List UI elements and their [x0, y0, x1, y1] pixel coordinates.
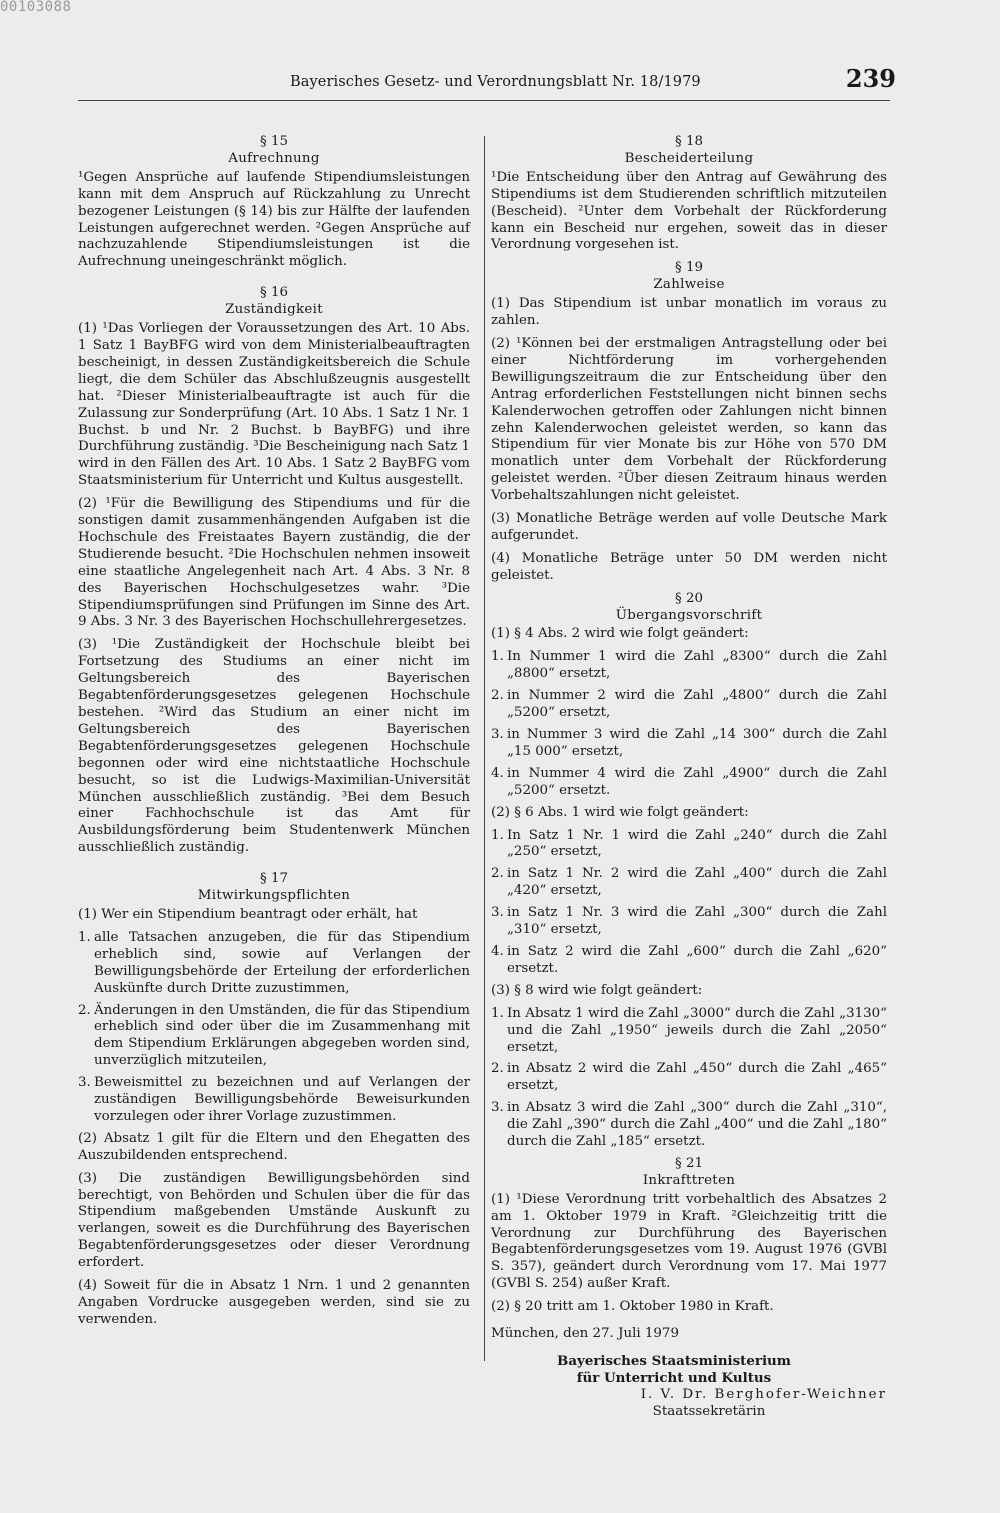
section-number: § 15 [260, 134, 288, 149]
list-item: 1. alle Tatsachen anzugeben, die für das Stipendium erheblich sind, sowie auf Verlangen der Bewilligungsbehörde der Erteilung der erforderlichen Auskünfte durch Dritte zuzustimmen, [78, 929, 470, 996]
paragraph: (2) ¹Können bei der erstmaligen Antragstellung oder bei einer Nichtförderung im vorhergehenden Bewilligungszeitraum die zur Entscheidung über den Antrag erforderlichen Feststellungen nicht binnen sechs Kalenderwochen getroffen oder Zahlungen nicht binnen zehn Kalenderwochen geleistet werden, so kann das Stipendium für vier Monate bis zur Höhe von 570 DM monatlich unter dem Vorbehalt der Rückforderung geleistet werden. ²Über diesen Zeitraum hinaus werden Vorbehaltszahlungen nicht geleistet. [491, 335, 887, 504]
right-column [491, 134, 887, 1421]
header-rule [78, 100, 890, 101]
paragraph: ¹Die Entscheidung über den Antrag auf Gewährung des Stipendiums ist dem Studierenden schriftlich mitzuteilen (Bescheid). ²Unter dem Vorbehalt der Rückforderung kann ein Bescheid nur ergehen, soweit das in dieser Verordnung vorgesehen ist. [491, 169, 887, 253]
paragraph: (1) ¹Diese Verordnung tritt vorbehaltlich des Absatzes 2 am 1. Oktober 1979 in Kraft. ²Gleichzeitig tritt die Verordnung zur Durchführung des Bayerischen Begabtenförderungsgesetzes vom 19. August 1976 (GVBl S. 357), geändert durch Verordnung vom 17. Mai 1977 (GVBl S. 254) außer Kraft. [491, 1191, 887, 1292]
section-title: Übergangsvorschrift [615, 607, 763, 623]
list-item: 3. in Satz 1 Nr. 3 wird die Zahl „300“ durch die Zahl „310“ ersetzt, [491, 905, 887, 938]
section-title: Zuständigkeit [225, 302, 323, 318]
list-item: 4. in Nummer 4 wird die Zahl „4900“ durch die Zahl „5200“ ersetzt. [491, 765, 887, 798]
list-item: 3. in Nummer 3 wird die Zahl „14 300“ durch die Zahl „15 000“ ersetzt, [491, 727, 887, 759]
paragraph: (1) Wer ein Stipendium beantragt oder erhält, hat [78, 906, 418, 922]
publication-title: Bayerisches Gesetz- und Verordnungsblatt Nr. 18/1979 [290, 74, 701, 90]
list-item: 1. In Absatz 1 wird die Zahl „3000“ durch die Zahl „3130“ und die Zahl „1950“ jeweils durch die Zahl „2050“ ersetzt, [491, 1005, 887, 1055]
list-item: 3. Beweismittel zu bezeichnen und auf Verlangen der zuständigen Bewilligungsbehörde Beweisurkunden vorzulegen oder ihrer Vorlage zuzustimmen. [78, 1075, 470, 1124]
section-number: § 21 [675, 1155, 703, 1171]
place-date: München, den 27. Juli 1979 [491, 1326, 679, 1342]
section-number: § 20 [675, 590, 703, 606]
list-item: 2. in Nummer 2 wird die Zahl „4800“ durch die Zahl „5200“ ersetzt, [491, 688, 887, 721]
signer-role: Staatssekretärin [652, 1403, 766, 1419]
paragraph: (1) § 4 Abs. 2 wird wie folgt geändert: [491, 626, 749, 642]
paragraph: (2) § 6 Abs. 1 wird wie folgt geändert: [491, 804, 749, 820]
list-item: 1. In Nummer 1 wird die Zahl „8300“ durch die Zahl „8800“ ersetzt, [491, 649, 887, 682]
section-number: § 17 [260, 871, 288, 887]
paragraph: (3) Die zuständigen Bewilligungsbehörden sind berechtigt, von Behörden und Schulen über die für das Stipendium maßgebenden Umstände Auskunft zu verlangen, soweit es die Durchführung des Bayerischen Begabtenförderungsgesetzes oder dieser Verordnung erfordert. [78, 1170, 470, 1271]
paragraph: (3) Monatliche Beträge werden auf volle Deutsche Mark aufgerundet. [491, 511, 887, 543]
paragraph: (1) Das Stipendium ist unbar monatlich im voraus zu zahlen. [491, 296, 887, 329]
paragraph: ¹Gegen Ansprüche auf laufende Stipendiumsleistungen kann mit dem Anspruch auf Rückzahlung zu Unrecht bezogener Leistungen (§ 14) bis zur Hälfte der laufenden Leistungen aufgerechnet werden. ²Gegen Ansprüche auf nachzuzahlende Stipendiumsleistungen ist die Aufrechnung uneingeschränkt möglich. [78, 169, 470, 270]
signoff [491, 1326, 887, 1421]
paragraph: (1) ¹Das Vorliegen der Voraussetzungen des Art. 10 Abs. 1 Satz 1 BayBFG wird von dem Ministerialbeauftragten bescheinigt, in dessen Zuständigkeitsbereich die Schule liegt, die dem Schüler das Abschlußzeugnis ausgestellt hat. ²Dieser Ministerialbeauftragte ist auch für die Zulassung zur Sonderprüfung (Art. 10 Abs. 1 Satz 1 Nr. 1 Buchst. b und Nr. 2 Buchst. b BayBFG) und ihre Durchführung zuständig. ³Die Bescheinigung nach Satz 1 wird in den Fällen des Art. 10 Abs. 1 Satz 2 BayBFG vom Staatsministerium für Unterricht und Kultus ausgestellt. [78, 321, 470, 489]
section-number: § 16 [260, 285, 288, 301]
signer-name: I. V. Dr. Berghofer-Weichner [640, 1386, 887, 1402]
list-item: 2. in Absatz 2 wird die Zahl „450“ durch die Zahl „465“ ersetzt, [491, 1061, 887, 1094]
paragraph: (2) Absatz 1 gilt für die Eltern und den Ehegatten des Auszubildenden entsprechend. [78, 1130, 470, 1163]
paragraph: (4) Soweit für die in Absatz 1 Nrn. 1 und 2 genannten Angaben Vordrucke ausgegeben werden, sind sie zu verwenden. [78, 1278, 470, 1327]
section-number: § 19 [675, 260, 703, 276]
paragraph: (4) Monatliche Beträge unter 50 DM werden nicht geleistet. [491, 550, 887, 583]
section-title: Bescheiderteilung [624, 150, 754, 166]
section-title: Mitwirkungspflichten [197, 888, 351, 904]
paragraph: (3) § 8 wird wie folgt geändert: [491, 982, 703, 998]
list-item: 2. Änderungen in den Umständen, die für das Stipendium erheblich sind oder über die im Zusammenhang mit dem Stipendium Erklärungen abgegeben worden sind, unverzüglich mitzuteilen, [78, 1002, 470, 1069]
left-column [78, 134, 470, 1335]
page-header [0, 62, 1000, 102]
section-title: Inkrafttreten [642, 1172, 736, 1188]
page-number: 239 [845, 64, 896, 93]
paragraph: (3) ¹Die Zuständigkeit der Hochschule bleibt bei Fortsetzung des Studiums an einer nicht im Geltungsbereich des Bayerischen Begabtenförderungsgesetzes gelegenen Hochschule bestehen. ²Wird das Studium an einer nicht im Geltungsbereich des Bayerischen Begabtenförderungsgesetzes gelegenen Hochschule begonnen oder wird eine nichtstaatliche Hochschule besucht, so ist die Ludwigs-Maximilian-Universität München ausschließlich zuständig. ³Bei dem Besuch einer Fachhochschule ist das Amt für Ausbildungsförderung beim Studentenwerk München ausschließlich zuständig. [78, 637, 470, 856]
ministry-name: Bayerisches Staatsministerium für Unterricht und Kultus [557, 1353, 791, 1386]
list-item: 3. in Absatz 3 wird die Zahl „300“ durch die Zahl „310“, die Zahl „390“ durch die Zahl „400“ und die Zahl „180“ durch die Zahl „185“ ersetzt. [491, 1100, 887, 1150]
document-id: 00103088 [0, 0, 72, 15]
list-item: 1. In Satz 1 Nr. 1 wird die Zahl „240“ durch die Zahl „250“ ersetzt, [491, 827, 887, 860]
section-title: Aufrechnung [228, 150, 320, 166]
paragraph: (2) § 20 tritt am 1. Oktober 1980 in Kraft. [491, 1299, 774, 1315]
list-item: 4. in Satz 2 wird die Zahl „600“ durch die Zahl „620“ ersetzt. [491, 943, 887, 976]
section-title: Zahlweise [653, 277, 725, 293]
paragraph: (2) ¹Für die Bewilligung des Stipendiums und für die sonstigen damit zusammenhängenden Aufgaben ist die Hochschule des Freistaates Bayern zuständig, die der Studierende besucht. ²Die Hochschulen nehmen insoweit eine staatliche Angelegenheit nach Art. 4 Abs. 3 Nr. 8 des Bayerischen Hochschulgesetzes wahr. ³Die Stipendiumsprüfungen sind Prüfungen im Sinne des Art. 9 Abs. 3 Nr. 3 des Bayerischen Hochschullehrergesetzes. [78, 496, 470, 630]
section-number: § 18 [675, 134, 703, 149]
column-divider [484, 136, 485, 1361]
list-item: 2. in Satz 1 Nr. 2 wird die Zahl „400“ durch die Zahl „420“ ersetzt, [491, 866, 887, 899]
